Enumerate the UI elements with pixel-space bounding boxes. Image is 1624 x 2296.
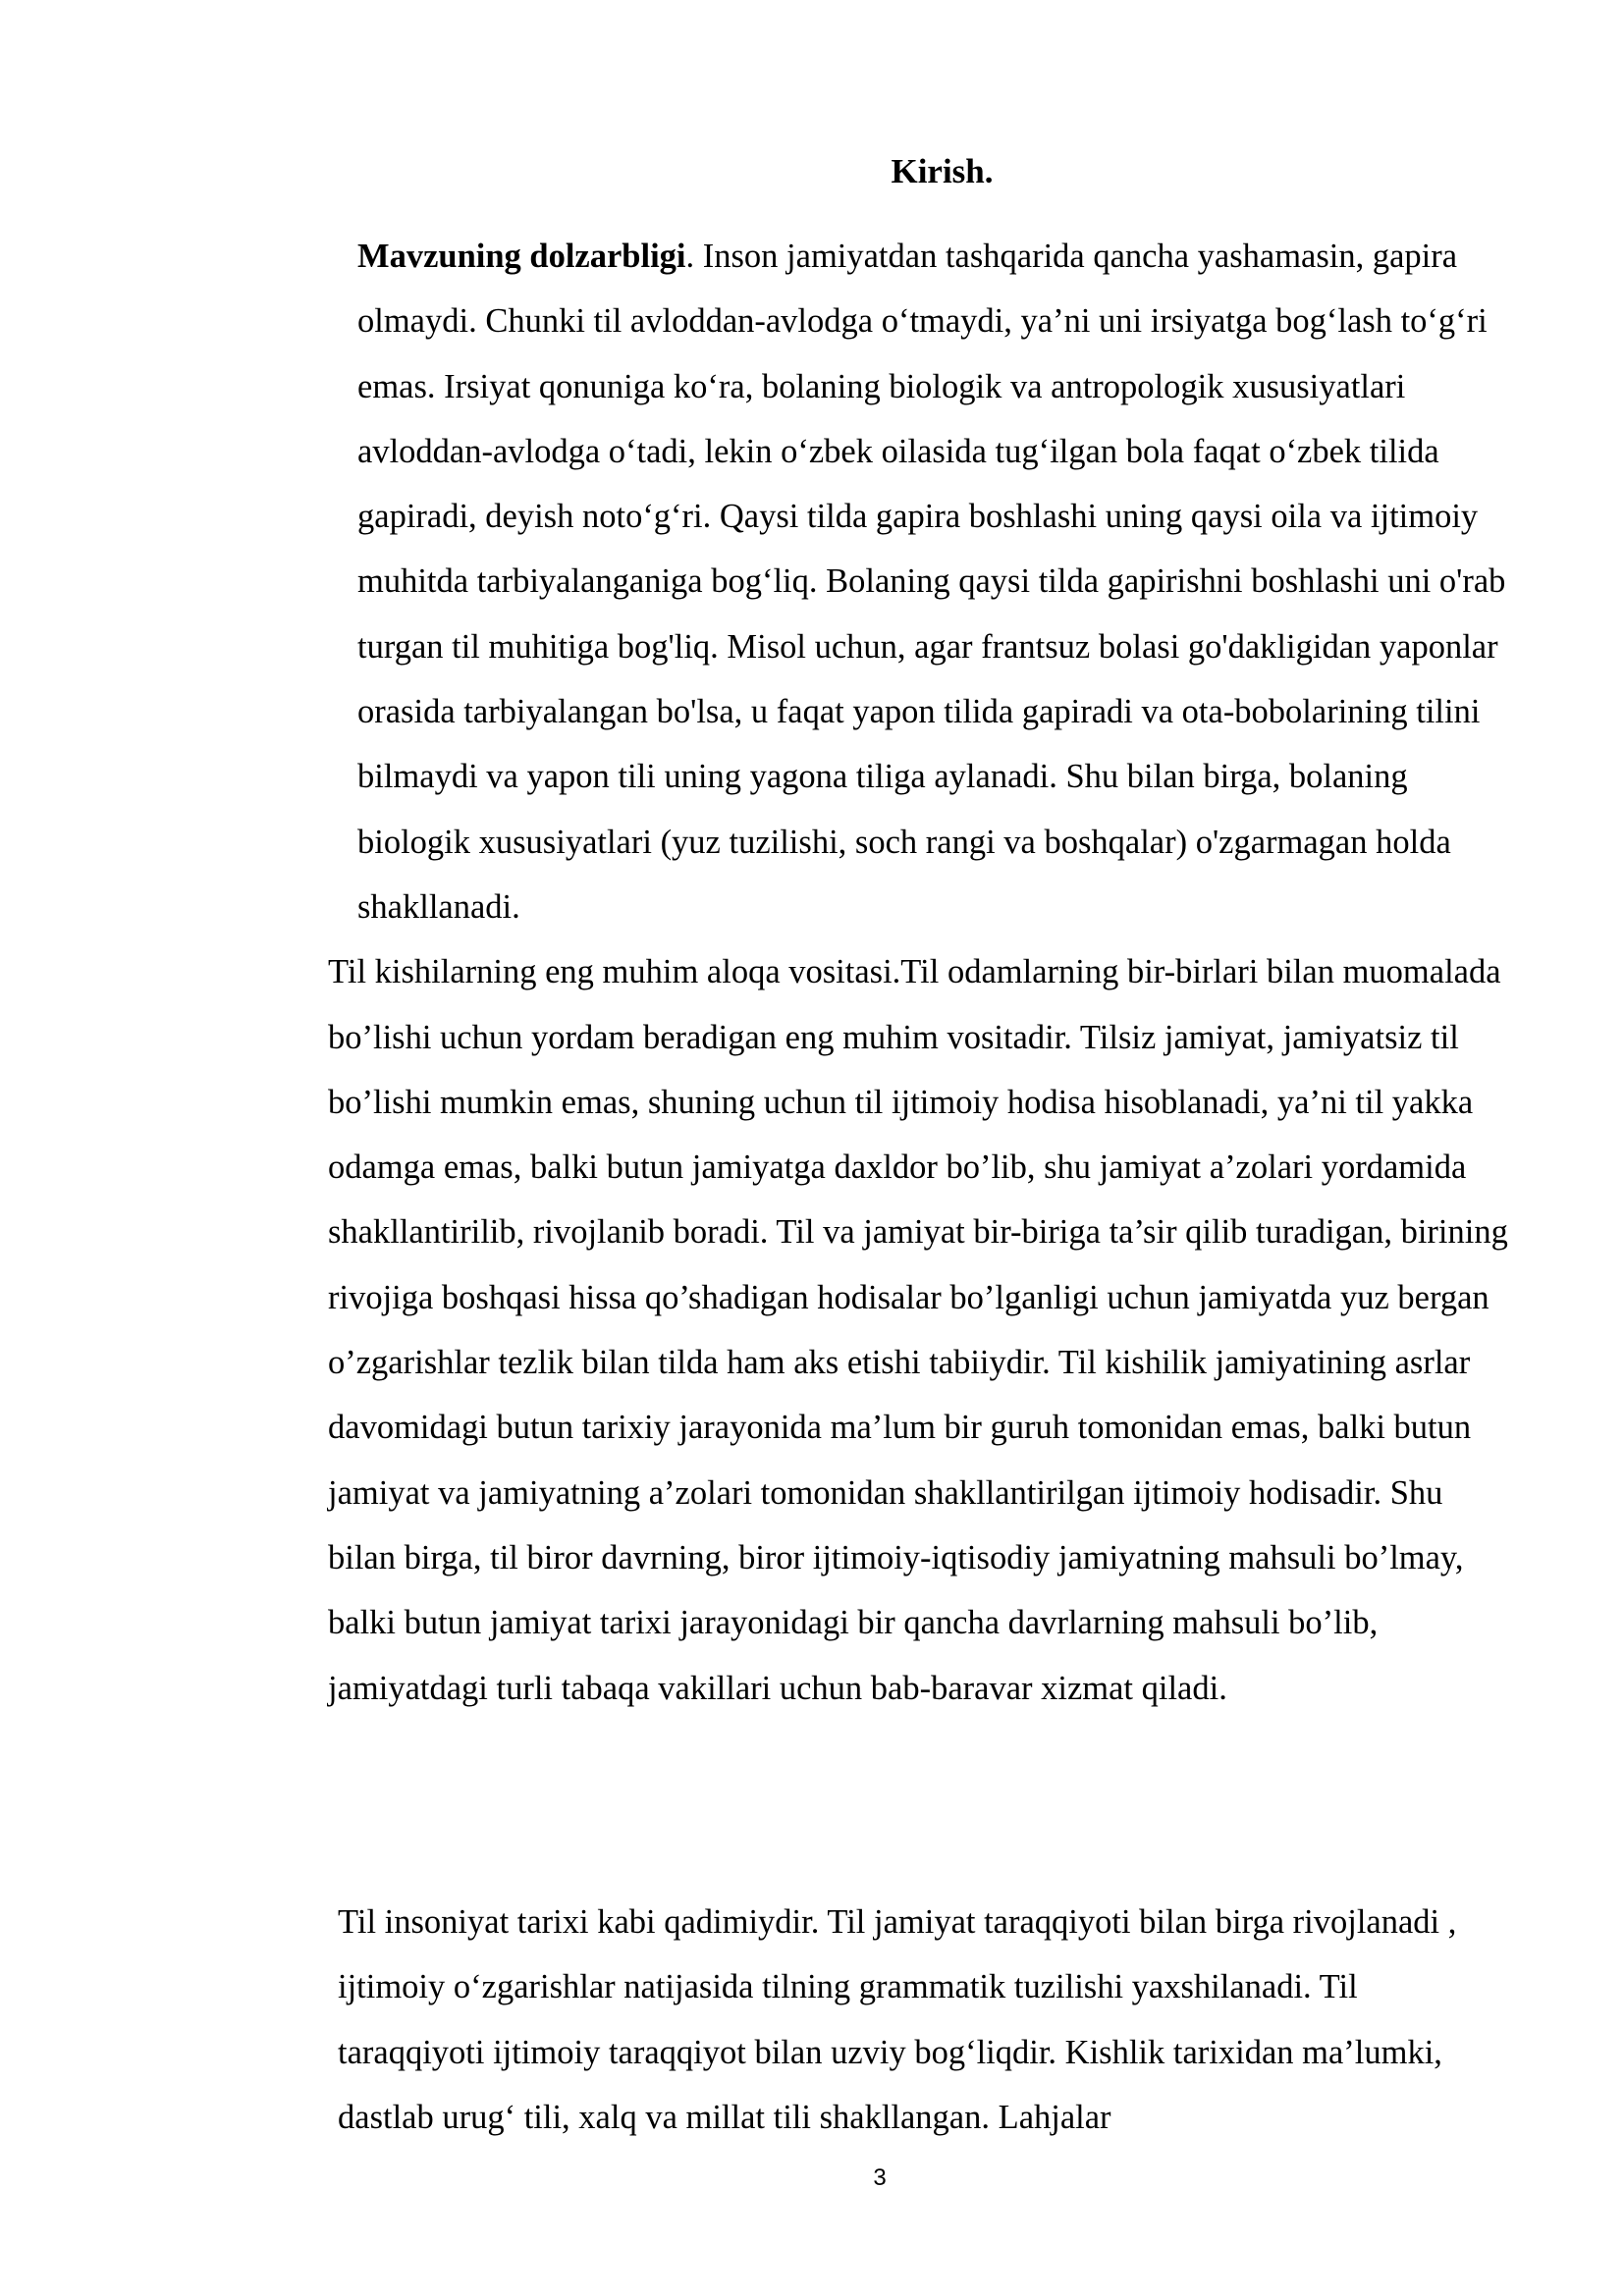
paragraph-1 — [234, 224, 1510, 939]
lead-heading: Mavzuning dolzarbligi — [357, 238, 686, 275]
lead-punct: . — [685, 238, 695, 275]
page-number: 3 — [873, 2164, 887, 2191]
paragraph-1-text: Inson jamiyatdan tashqarida qancha yashamasin, gapira olmaydi. Chunki til avloddan-avlodga o‘tmaydi, ya’ni uni irsiyatga bog‘lash to‘g‘ri emas. Irsiyat qonuniga ko‘ra, bolaning biologik va antropologik xususiyatlari avloddan-avlodga o‘tadi, lekin o‘zbek oilasida tug‘ilgan bola faqat o‘zbek tilida gapiradi, deyish noto‘g‘ri. Qaysi tilda gapira boshlashi uning qaysi oila va ijtimoiy muhitda tarbiyalanganiga bog‘liq. Bolaning qaysi tilda gapirishni boshlashi uni o'rab turgan til muhitiga bog'liq. Misol uchun, agar frantsuz bolasi go'dakligidan yaponlar orasida tarbiyalangan bo'lsa, u faqat yapon tilida gapiradi va ota-bobolarining tilini bilmaydi va yapon tili uning yagona tiliga aylanadi. Shu bilan birga, bolaning biologik xususiyatlari (yuz tuzilishi, soch rangi va boshqalar) o'zgarmagan holda shakllanadi. — [357, 238, 1506, 926]
document-title: Kirish. — [891, 152, 994, 190]
paragraph-3: Til insoniyat tarixi kabi qadimiydir. Til jamiyat taraqqiyoti bilan birga rivojlanadi , ijtimoiy o‘zgarishlar natijasida tilning grammatik tuzilishi yaxshilanadi. Til taraqqiyoti ijtimoiy taraqqiyot bilan uzviy bog‘liqdir. Kishlik tarixidan ma’lumki, dastlab urug‘ tili, xalq va millat tili shakllangan. Lahjalar — [338, 1903, 1457, 2136]
body-block-2 — [234, 1890, 1510, 2150]
body-block-1 — [234, 224, 1510, 1721]
document-title-wrap — [0, 152, 1624, 191]
page-number-wrap — [0, 2164, 1624, 2192]
paragraph-2: Til kishilarning eng muhim aloqa vositasi.Til odamlarning bir-birlari bilan muomalada bo’lishi uchun yordam beradigan eng muhim vositadir. Tilsiz jamiyat, jamiyatsiz til bo’lishi mumkin emas, shuning uchun til ijtimoiy hodisa hisoblanadi, ya’ni til yakka odamga emas, balki butun jamiyatga daxldor bo’lib, shu jamiyat a’zolari yordamida shakllantirilib, rivojlanib boradi. Til va jamiyat bir-biriga ta’sir qilib turadigan, birining rivojiga boshqasi hissa qo’shadigan hodisalar bo’lganligi uchun jamiyatda yuz bergan o’zgarishlar tezlik bilan tilda ham aks etishi tabiiydir. Til kishilik jamiyatining asrlar davomidagi butun tarixiy jarayonida ma’lum bir guruh tomonidan emas, balki butun jamiyat va jamiyatning a’zolari tomonidan shakllantirilgan ijtimoiy hodisadir. Shu bilan birga, til biror davrning, biror ijtimoiy-iqtisodiy jamiyatning mahsuli bo’lmay, balki butun jamiyat tarixi jarayonidagi bir qancha davrlarning mahsuli bo’lib, jamiyatdagi turli tabaqa vakillari uchun bab-baravar xizmat qiladi. — [328, 953, 1508, 1707]
